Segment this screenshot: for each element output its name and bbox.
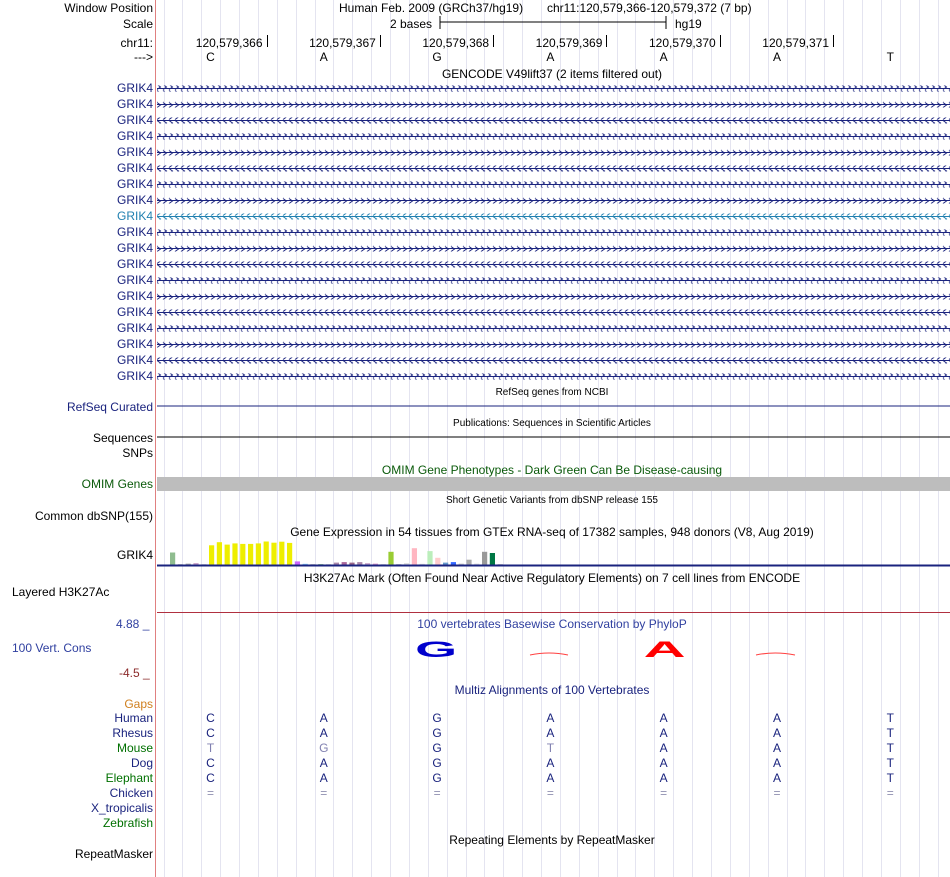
gencode-strand-arrows bbox=[157, 198, 950, 204]
gtex-tissue-bar[interactable] bbox=[225, 545, 230, 565]
gtex-tissue-bar[interactable] bbox=[287, 543, 292, 565]
gencode-strand-arrows bbox=[157, 358, 950, 364]
position-tick-label: 120,579,368 bbox=[422, 36, 490, 50]
gencode-strand-arrows bbox=[157, 342, 950, 348]
gencode-gene-label[interactable]: GRIK4 bbox=[116, 289, 153, 303]
alignment-base: A bbox=[659, 726, 668, 740]
alignment-base: A bbox=[659, 756, 668, 770]
alignment-base: A bbox=[772, 741, 782, 755]
phylop-logo-letter: G bbox=[415, 637, 458, 662]
gencode-strand-arrows bbox=[157, 102, 950, 108]
alignment-base: A bbox=[772, 726, 782, 740]
gencode-strand-arrows bbox=[157, 86, 950, 92]
species-label[interactable]: Human bbox=[114, 711, 153, 725]
gencode-strand-arrows bbox=[157, 326, 950, 332]
repeatmasker-label[interactable]: RepeatMasker bbox=[74, 847, 153, 861]
gencode-strand-arrows bbox=[157, 166, 950, 172]
alignment-base: T bbox=[546, 741, 555, 755]
position-tick-label: 120,579,371 bbox=[762, 36, 829, 50]
omim-feature-bar[interactable] bbox=[157, 477, 950, 491]
alignment-base: T bbox=[886, 711, 894, 725]
alignment-base: A bbox=[659, 711, 668, 725]
gtex-tissue-bar[interactable] bbox=[264, 542, 269, 566]
assembly-text: Human Feb. 2009 (GRCh37/hg19) bbox=[339, 1, 524, 15]
scale-label: Scale bbox=[122, 17, 153, 31]
chrom-label: chr11: bbox=[120, 36, 153, 50]
alignment-base: = bbox=[660, 786, 668, 800]
gencode-strand-arrows bbox=[157, 214, 950, 220]
base-letter: A bbox=[659, 50, 668, 64]
gtex-tissue-bar[interactable] bbox=[388, 552, 393, 565]
alignment-base: = bbox=[773, 786, 781, 800]
alignment-base: G bbox=[432, 726, 442, 740]
gtex-tissue-bar[interactable] bbox=[412, 548, 417, 565]
gtex-tissue-bar[interactable] bbox=[271, 543, 276, 565]
gtex-gene-label[interactable]: GRIK4 bbox=[116, 548, 153, 562]
species-label[interactable]: X_tropicalis bbox=[90, 801, 153, 815]
alignment-base: = bbox=[206, 786, 215, 800]
dbsnp-track-title: Short Genetic Variants from dbSNP release 155 bbox=[446, 495, 658, 506]
position-tick-label: 120,579,370 bbox=[648, 36, 716, 50]
gencode-strand-arrows bbox=[157, 118, 950, 124]
phylop-min-label: -4.5 _ bbox=[119, 666, 150, 680]
gencode-strand-arrows bbox=[157, 246, 950, 252]
alignment-base: C bbox=[206, 771, 215, 785]
common-dbsnp-label[interactable]: Common dbSNP(155) bbox=[34, 509, 153, 523]
species-label[interactable]: Elephant bbox=[105, 771, 153, 785]
gtex-track-title: Gene Expression in 54 tissues from GTEx RNA-seq of 17382 samples, 948 donors (V8, Aug 2019) bbox=[290, 525, 814, 539]
gtex-tissue-bar[interactable] bbox=[427, 551, 432, 565]
gencode-transcripts[interactable] bbox=[157, 86, 950, 380]
vert-cons-label[interactable]: 100 Vert. Cons bbox=[12, 641, 92, 655]
alignment-base: A bbox=[319, 756, 328, 770]
alignment-base: A bbox=[772, 711, 782, 725]
alignment-base: = bbox=[433, 786, 441, 800]
gtex-tissue-bar[interactable] bbox=[170, 553, 175, 566]
position-tick-label: 120,579,367 bbox=[309, 36, 376, 50]
alignment-base: = bbox=[546, 786, 554, 800]
strand-label: ---> bbox=[134, 50, 153, 64]
publications-track-title: Publications: Sequences in Scientific Articles bbox=[453, 418, 651, 429]
species-label[interactable]: Mouse bbox=[116, 741, 153, 755]
alignment-base: A bbox=[546, 726, 555, 740]
alignment-base: A bbox=[772, 771, 782, 785]
base-letter: A bbox=[319, 50, 328, 64]
phylop-max-label: 4.88 _ bbox=[116, 617, 150, 631]
gencode-gene-label[interactable]: GRIK4 bbox=[116, 193, 153, 207]
phylop-track-title: 100 vertebrates Basewise Conservation by PhyloP bbox=[417, 617, 687, 631]
gencode-strand-arrows bbox=[157, 374, 950, 380]
gaps-label[interactable]: Gaps bbox=[124, 697, 153, 711]
snps-label[interactable]: SNPs bbox=[122, 446, 153, 460]
window-position-label: Window Position bbox=[64, 1, 153, 15]
alignment-base: G bbox=[432, 711, 442, 725]
gencode-gene-label[interactable]: GRIK4 bbox=[116, 177, 153, 191]
gtex-tissue-bar[interactable] bbox=[209, 545, 214, 565]
alignment-base: = bbox=[886, 786, 894, 800]
gtex-expression-bars[interactable] bbox=[170, 542, 503, 566]
gencode-gene-label[interactable]: GRIK4 bbox=[116, 353, 153, 367]
gencode-strand-arrows bbox=[157, 294, 950, 300]
gtex-tissue-bar[interactable] bbox=[295, 561, 300, 565]
base-letter: A bbox=[546, 50, 555, 64]
gencode-strand-arrows bbox=[157, 134, 950, 140]
base-letter: G bbox=[432, 50, 442, 64]
alignment-base: A bbox=[546, 771, 555, 785]
gencode-strand-arrows bbox=[157, 278, 950, 284]
gencode-gene-label[interactable]: GRIK4 bbox=[116, 113, 153, 127]
gencode-track-title: GENCODE V49lift37 (2 items filtered out) bbox=[441, 67, 663, 81]
position-tick-label: 120,579,366 bbox=[195, 36, 263, 50]
gencode-strand-arrows bbox=[157, 230, 950, 236]
gtex-tissue-bar[interactable] bbox=[482, 552, 487, 565]
alignment-base: A bbox=[546, 756, 555, 770]
layered-h3k27ac-label[interactable]: Layered H3K27Ac bbox=[12, 585, 110, 599]
gtex-tissue-bar[interactable] bbox=[217, 542, 222, 565]
alignment-base: T bbox=[886, 741, 894, 755]
gencode-gene-label[interactable]: GRIK4 bbox=[116, 145, 153, 159]
alignment-base: T bbox=[206, 741, 215, 755]
alignment-base: G bbox=[319, 741, 329, 755]
alignment-base: C bbox=[206, 711, 215, 725]
alignment-base: T bbox=[886, 771, 894, 785]
gtex-tissue-bar[interactable] bbox=[256, 543, 261, 565]
species-label[interactable]: Chicken bbox=[109, 786, 153, 800]
alignment-base: A bbox=[319, 726, 328, 740]
sequences-label[interactable]: Sequences bbox=[92, 431, 153, 445]
gencode-gene-label[interactable]: GRIK4 bbox=[116, 161, 153, 175]
gencode-gene-label[interactable]: GRIK4 bbox=[116, 97, 153, 111]
gtex-tissue-bar[interactable] bbox=[279, 542, 284, 565]
scale-db: hg19 bbox=[675, 17, 702, 31]
alignment-base: C bbox=[206, 726, 215, 740]
position-tick-label: 120,579,369 bbox=[535, 36, 603, 50]
gencode-strand-arrows bbox=[157, 310, 950, 316]
gencode-gene-label[interactable]: GRIK4 bbox=[116, 129, 153, 143]
refseq-curated-label[interactable]: RefSeq Curated bbox=[66, 400, 153, 414]
region-text: chr11:120,579,366-120,579,372 (7 bp) bbox=[547, 1, 752, 15]
alignment-base: A bbox=[772, 756, 782, 770]
species-label[interactable]: Rhesus bbox=[112, 726, 153, 740]
gtex-tissue-bar[interactable] bbox=[490, 553, 495, 565]
alignment-base: A bbox=[319, 711, 328, 725]
gencode-gene-label[interactable]: GRIK4 bbox=[116, 241, 153, 255]
phylop-logo-letter: A bbox=[643, 637, 686, 662]
species-label[interactable]: Dog bbox=[130, 756, 153, 770]
h3k27ac-track-title: H3K27Ac Mark (Often Found Near Active Regulatory Elements) on 7 cell lines from ENCODE bbox=[303, 571, 801, 585]
gencode-gene-label[interactable]: GRIK4 bbox=[116, 369, 153, 383]
gencode-strand-arrows bbox=[157, 150, 950, 156]
alignment-base: T bbox=[886, 756, 894, 770]
alignment-base: = bbox=[320, 786, 328, 800]
alignment-base: C bbox=[206, 756, 215, 770]
scale-bar bbox=[440, 16, 666, 29]
multiz-track-title: Multiz Alignments of 100 Vertebrates bbox=[454, 683, 650, 697]
gencode-gene-label[interactable]: GRIK4 bbox=[116, 305, 153, 319]
gencode-strand-arrows bbox=[157, 182, 950, 188]
alignment-base: T bbox=[886, 726, 894, 740]
phylop-signal[interactable] bbox=[415, 637, 795, 662]
gtex-tissue-bar[interactable] bbox=[466, 560, 471, 565]
alignment-base: A bbox=[319, 771, 328, 785]
species-label[interactable]: Zebrafish bbox=[102, 816, 153, 830]
alignment-base: A bbox=[659, 771, 668, 785]
gencode-strand-arrows bbox=[157, 262, 950, 268]
gencode-gene-label[interactable]: GRIK4 bbox=[116, 225, 153, 239]
gtex-tissue-bar[interactable] bbox=[435, 558, 440, 565]
alignment-base: G bbox=[432, 771, 442, 785]
alignment-base: G bbox=[432, 756, 442, 770]
omim-genes-label[interactable]: OMIM Genes bbox=[81, 477, 153, 491]
base-letter: A bbox=[772, 50, 782, 64]
base-letter: T bbox=[886, 50, 894, 64]
refseq-track-title: RefSeq genes from NCBI bbox=[495, 387, 609, 398]
gencode-gene-label[interactable]: GRIK4 bbox=[116, 321, 153, 335]
gencode-gene-label[interactable]: GRIK4 bbox=[116, 273, 153, 287]
alignment-base: A bbox=[546, 711, 555, 725]
gencode-gene-label[interactable]: GRIK4 bbox=[116, 81, 153, 95]
gtex-tissue-bar[interactable] bbox=[240, 544, 245, 565]
repeatmasker-track-title: Repeating Elements by RepeatMasker bbox=[449, 833, 655, 847]
omim-track-title: OMIM Gene Phenotypes - Dark Green Can Be Disease-causing bbox=[381, 463, 723, 477]
gencode-gene-label[interactable]: GRIK4 bbox=[116, 257, 153, 271]
base-letter: C bbox=[206, 50, 215, 64]
gtex-tissue-bar[interactable] bbox=[248, 544, 253, 565]
gtex-tissue-bar[interactable] bbox=[232, 543, 237, 565]
alignment-base: G bbox=[432, 741, 442, 755]
alignment-base: A bbox=[659, 741, 668, 755]
gencode-gene-label[interactable]: GRIK4 bbox=[116, 337, 153, 351]
scale-value: 2 bases bbox=[390, 17, 433, 31]
gencode-gene-label[interactable]: GRIK4 bbox=[116, 209, 153, 223]
